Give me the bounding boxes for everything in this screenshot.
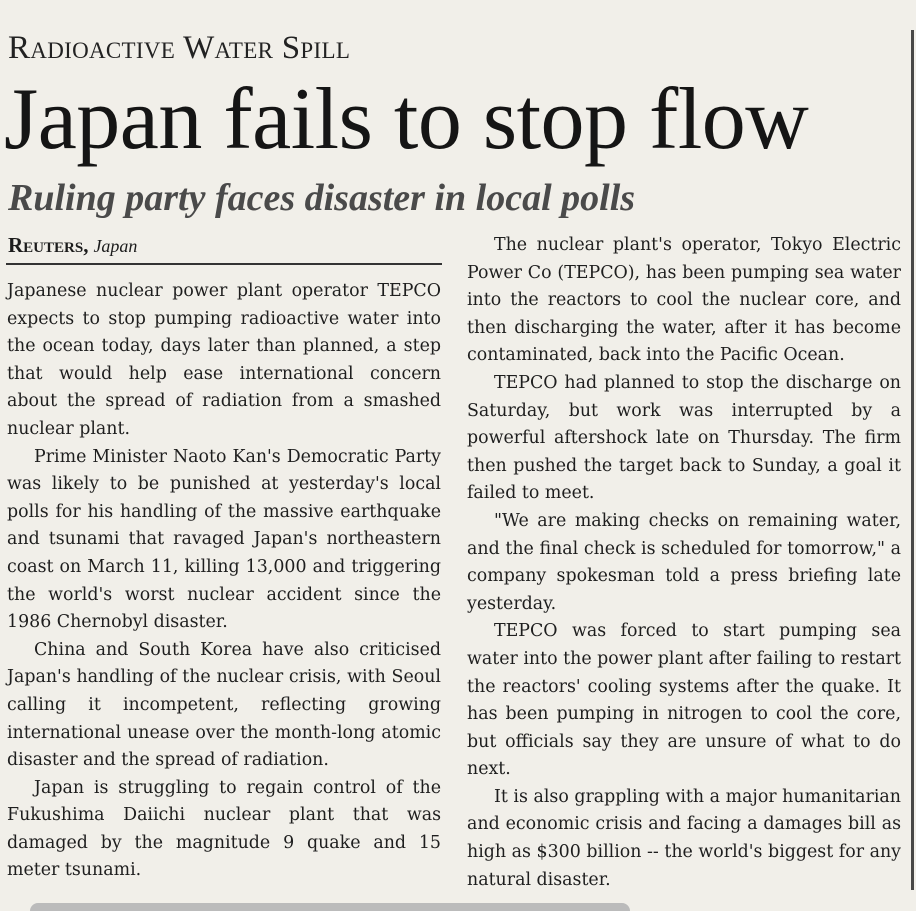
byline-agency: Reuters, [8, 233, 89, 257]
paragraph: TEPCO was forced to start pumping sea water into the power plant after failing to restart the reactors' cooling systems after the quake. It has been pumping in nitrogen to cool the core, but officials say they are unsure of what to do next. [467, 621, 901, 780]
paragraph: TEPCO had planned to stop the discharge on Saturday, but work was interrupted by a powerful aftershock late on Thursday. The firm then pushed the target back to Sunday, a goal it failed to meet. [467, 372, 901, 504]
paragraph: The nuclear plant's operator, Tokyo Electric Power Co (TEPCO), has been pumping sea water into the reactors to cool the nuclear core, and then discharging the water, after it has become contaminated, back into the Pacific Ocean. [467, 235, 901, 366]
paragraph: China and South Korea have also criticised Japan's handling of the nuclear crisis, with Seoul calling it incompetent, reflecting growing international unease over the month-long atomic disaster and the spread of radiation. [7, 639, 441, 771]
paragraph: Prime Minister Naoto Kan's Democratic Party was likely to be punished at yesterday's local polls for his handling of the massive earthquake and tsunami that ravaged Japan's northeastern coast on March 11, killing 13,000 and triggering the world's worst nuclear accident since the 1986 Chernobyl disaster. [7, 446, 441, 633]
paragraph: It is also grappling with a major humanitarian and economic crisis and facing a damages bill as high as $300 billion -- the world's biggest for any natural disaster. [467, 786, 901, 890]
byline-location: Japan [93, 236, 138, 256]
bottom-shadow [30, 903, 630, 911]
section-kicker: Radioactive Water Spill [8, 30, 351, 66]
left-column [7, 278, 441, 885]
headline: Japan fails to stop flow [4, 71, 809, 168]
paragraph: "We are making checks on remaining water, and the final check is scheduled for tomorrow," a company spokesman told a press briefing late yesterday. [467, 510, 901, 614]
paragraph: Japanese nuclear power plant operator TEPCO expects to stop pumping radioactive water into the ocean today, days later than planned, a step that would help ease international concern about the spread of radiation from a smashed nuclear plant. [7, 281, 441, 439]
subheadline: Ruling party faces disaster in local polls [8, 177, 636, 219]
paragraph: Japan is struggling to regain control of the Fukushima Daiichi nuclear plant that was damaged by the magnitude 9 quake and 15 meter tsunami. [7, 777, 441, 881]
byline-rule [6, 263, 442, 265]
byline [8, 232, 137, 259]
right-column [467, 232, 901, 894]
page-edge [911, 30, 914, 890]
